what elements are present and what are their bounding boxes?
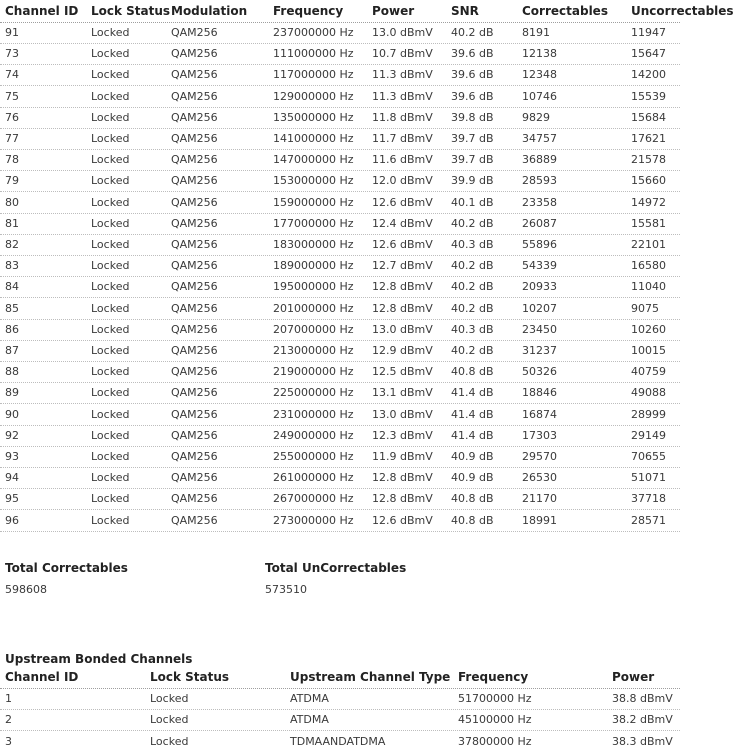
cell-power: 11.3 dBmV <box>372 90 433 103</box>
header-power: Power <box>612 670 655 684</box>
cell-power: 12.0 dBmV <box>372 174 433 187</box>
cell-power: 12.8 dBmV <box>372 492 433 505</box>
cell-correctables: 16874 <box>522 408 557 421</box>
cell-uncorrectables: 11947 <box>631 26 666 39</box>
row-divider <box>0 276 680 277</box>
cell-lock-status: Locked <box>91 302 130 315</box>
row-divider <box>0 149 680 150</box>
row-divider <box>0 191 680 192</box>
cell-lock-status: Locked <box>91 514 130 527</box>
cell-channel-id: 76 <box>5 111 19 124</box>
cell-lock-status: Locked <box>91 450 130 463</box>
cell-modulation: QAM256 <box>171 280 218 293</box>
cell-uncorrectables: 49088 <box>631 386 666 399</box>
cell-correctables: 23358 <box>522 196 557 209</box>
cell-channel-id: 85 <box>5 302 19 315</box>
cell-correctables: 26087 <box>522 217 557 230</box>
cell-lock-status: Locked <box>91 153 130 166</box>
cell-lock-status: Locked <box>91 492 130 505</box>
cell-uncorrectables: 28571 <box>631 514 666 527</box>
cell-snr: 40.3 dB <box>451 238 494 251</box>
cell-modulation: QAM256 <box>171 386 218 399</box>
cell-uncorrectables: 15684 <box>631 111 666 124</box>
cell-uncorrectables: 21578 <box>631 153 666 166</box>
cell-snr: 40.8 dB <box>451 492 494 505</box>
cell-modulation: QAM256 <box>171 68 218 81</box>
cell-modulation: QAM256 <box>171 90 218 103</box>
cell-channel-id: 79 <box>5 174 19 187</box>
header-frequency: Frequency <box>458 670 529 684</box>
cell-snr: 40.2 dB <box>451 217 494 230</box>
cell-power: 11.9 dBmV <box>372 450 433 463</box>
cell-modulation: QAM256 <box>171 111 218 124</box>
row-divider <box>0 730 680 731</box>
cell-frequency: 237000000 Hz <box>273 26 354 39</box>
cell-uncorrectables: 15539 <box>631 90 666 103</box>
cell-uncorrectables: 28999 <box>631 408 666 421</box>
cell-snr: 40.2 dB <box>451 26 494 39</box>
cell-channel-id: 87 <box>5 344 19 357</box>
cell-channel-id: 93 <box>5 450 19 463</box>
cell-modulation: QAM256 <box>171 514 218 527</box>
cell-uncorrectables: 40759 <box>631 365 666 378</box>
cell-lock-status: Locked <box>91 68 130 81</box>
cell-power: 12.5 dBmV <box>372 365 433 378</box>
cell-correctables: 10746 <box>522 90 557 103</box>
cell-snr: 39.8 dB <box>451 111 494 124</box>
cell-frequency: 51700000 Hz <box>458 692 532 705</box>
cell-snr: 40.2 dB <box>451 302 494 315</box>
cell-channel-id: 88 <box>5 365 19 378</box>
cell-modulation: QAM256 <box>171 365 218 378</box>
cell-lock-status: Locked <box>150 713 189 726</box>
cell-snr: 39.7 dB <box>451 132 494 145</box>
cell-channel-id: 81 <box>5 217 19 230</box>
cell-lock-status: Locked <box>91 408 130 421</box>
cell-uncorrectables: 37718 <box>631 492 666 505</box>
cell-power: 12.4 dBmV <box>372 217 433 230</box>
cell-frequency: 207000000 Hz <box>273 323 354 336</box>
row-divider <box>0 488 680 489</box>
cell-channel-id: 2 <box>5 713 12 726</box>
cell-channel-id: 82 <box>5 238 19 251</box>
cell-correctables: 18991 <box>522 514 557 527</box>
cell-power: 12.3 dBmV <box>372 429 433 442</box>
cell-frequency: 117000000 Hz <box>273 68 354 81</box>
cell-uncorrectables: 11040 <box>631 280 666 293</box>
cell-lock-status: Locked <box>91 365 130 378</box>
cell-correctables: 28593 <box>522 174 557 187</box>
cell-power: 11.7 dBmV <box>372 132 433 145</box>
cell-frequency: 231000000 Hz <box>273 408 354 421</box>
cell-power: 12.8 dBmV <box>372 471 433 484</box>
row-divider <box>0 403 680 404</box>
cell-frequency: 177000000 Hz <box>273 217 354 230</box>
row-divider <box>0 128 680 129</box>
cell-lock-status: Locked <box>91 174 130 187</box>
cell-modulation: QAM256 <box>171 408 218 421</box>
row-divider <box>0 85 680 86</box>
header-modulation: Modulation <box>171 4 248 18</box>
cell-uncorrectables: 70655 <box>631 450 666 463</box>
cell-channel-id: 78 <box>5 153 19 166</box>
cell-power: 38.2 dBmV <box>612 713 673 726</box>
header-channel-id: Channel ID <box>5 4 79 18</box>
cell-snr: 40.1 dB <box>451 196 494 209</box>
cell-uncorrectables: 15647 <box>631 47 666 60</box>
cell-modulation: QAM256 <box>171 492 218 505</box>
cell-uncorrectables: 22101 <box>631 238 666 251</box>
cell-modulation: QAM256 <box>171 302 218 315</box>
cell-frequency: 37800000 Hz <box>458 735 532 748</box>
cell-snr: 41.4 dB <box>451 408 494 421</box>
row-divider <box>0 340 680 341</box>
cell-channel-id: 3 <box>5 735 12 748</box>
cell-frequency: 225000000 Hz <box>273 386 354 399</box>
cell-uncorrectables: 51071 <box>631 471 666 484</box>
cell-lock-status: Locked <box>91 259 130 272</box>
header-channel-id: Channel ID <box>5 670 79 684</box>
row-divider <box>0 361 680 362</box>
cell-correctables: 18846 <box>522 386 557 399</box>
cell-channel-id: 80 <box>5 196 19 209</box>
cell-channel-id: 75 <box>5 90 19 103</box>
total-uncorrectables-value: 573510 <box>265 583 307 596</box>
cell-uncorrectables: 14972 <box>631 196 666 209</box>
cell-frequency: 183000000 Hz <box>273 238 354 251</box>
cell-frequency: 213000000 Hz <box>273 344 354 357</box>
cell-uncorrectables: 15581 <box>631 217 666 230</box>
cell-lock-status: Locked <box>91 471 130 484</box>
cell-lock-status: Locked <box>91 238 130 251</box>
cell-frequency: 267000000 Hz <box>273 492 354 505</box>
cell-frequency: 249000000 Hz <box>273 429 354 442</box>
cell-uncorrectables: 15660 <box>631 174 666 187</box>
cell-power: 12.6 dBmV <box>372 514 433 527</box>
cell-channel-id: 94 <box>5 471 19 484</box>
cell-power: 11.3 dBmV <box>372 68 433 81</box>
row-divider <box>0 509 680 510</box>
cell-channel-id: 90 <box>5 408 19 421</box>
cell-channel-type: TDMAANDATDMA <box>290 735 386 748</box>
header-snr: SNR <box>451 4 479 18</box>
cell-channel-id: 1 <box>5 692 12 705</box>
cell-channel-id: 92 <box>5 429 19 442</box>
cell-correctables: 54339 <box>522 259 557 272</box>
cell-frequency: 255000000 Hz <box>273 450 354 463</box>
cell-modulation: QAM256 <box>171 47 218 60</box>
cell-modulation: QAM256 <box>171 471 218 484</box>
cell-frequency: 147000000 Hz <box>273 153 354 166</box>
cell-frequency: 189000000 Hz <box>273 259 354 272</box>
cell-lock-status: Locked <box>91 386 130 399</box>
cell-modulation: QAM256 <box>171 26 218 39</box>
cell-channel-id: 86 <box>5 323 19 336</box>
header-frequency: Frequency <box>273 4 344 18</box>
cell-uncorrectables: 14200 <box>631 68 666 81</box>
header-lock-status: Lock Status <box>91 4 171 18</box>
cell-frequency: 261000000 Hz <box>273 471 354 484</box>
cell-snr: 40.9 dB <box>451 450 494 463</box>
cell-power: 12.6 dBmV <box>372 196 433 209</box>
header-lock-status: Lock Status <box>150 670 230 684</box>
row-divider <box>0 531 680 532</box>
cell-channel-id: 96 <box>5 514 19 527</box>
cell-channel-id: 95 <box>5 492 19 505</box>
cell-modulation: QAM256 <box>171 450 218 463</box>
cell-correctables: 29570 <box>522 450 557 463</box>
row-divider <box>0 446 680 447</box>
row-divider <box>0 467 680 468</box>
cell-snr: 39.9 dB <box>451 174 494 187</box>
row-divider <box>0 107 680 108</box>
row-divider <box>0 297 680 298</box>
cell-correctables: 12138 <box>522 47 557 60</box>
cell-frequency: 219000000 Hz <box>273 365 354 378</box>
row-divider <box>0 234 680 235</box>
cell-channel-id: 83 <box>5 259 19 272</box>
cell-lock-status: Locked <box>150 735 189 748</box>
cell-lock-status: Locked <box>91 323 130 336</box>
cell-power: 13.1 dBmV <box>372 386 433 399</box>
header-power: Power <box>372 4 415 18</box>
cell-modulation: QAM256 <box>171 259 218 272</box>
cell-power: 38.8 dBmV <box>612 692 673 705</box>
cell-channel-id: 74 <box>5 68 19 81</box>
cell-correctables: 50326 <box>522 365 557 378</box>
cell-snr: 39.6 dB <box>451 68 494 81</box>
cell-modulation: QAM256 <box>171 323 218 336</box>
cell-correctables: 21170 <box>522 492 557 505</box>
header-uncorrectables: Uncorrectables <box>631 4 734 18</box>
cell-channel-id: 91 <box>5 26 19 39</box>
cell-channel-id: 77 <box>5 132 19 145</box>
cell-lock-status: Locked <box>91 217 130 230</box>
cell-lock-status: Locked <box>91 344 130 357</box>
cell-snr: 40.2 dB <box>451 344 494 357</box>
cell-frequency: 195000000 Hz <box>273 280 354 293</box>
cell-lock-status: Locked <box>91 111 130 124</box>
row-divider <box>0 43 680 44</box>
row-divider <box>0 319 680 320</box>
total-correctables-label: Total Correctables <box>5 561 128 575</box>
cell-power: 12.8 dBmV <box>372 302 433 315</box>
cell-correctables: 26530 <box>522 471 557 484</box>
cell-power: 12.8 dBmV <box>372 280 433 293</box>
cell-modulation: QAM256 <box>171 238 218 251</box>
cell-lock-status: Locked <box>91 280 130 293</box>
cell-frequency: 111000000 Hz <box>273 47 354 60</box>
cell-snr: 39.6 dB <box>451 47 494 60</box>
cell-correctables: 17303 <box>522 429 557 442</box>
cell-frequency: 159000000 Hz <box>273 196 354 209</box>
cell-power: 13.0 dBmV <box>372 323 433 336</box>
cell-frequency: 141000000 Hz <box>273 132 354 145</box>
cell-frequency: 129000000 Hz <box>273 90 354 103</box>
cell-frequency: 45100000 Hz <box>458 713 532 726</box>
cell-correctables: 55896 <box>522 238 557 251</box>
cell-power: 12.7 dBmV <box>372 259 433 272</box>
cell-power: 11.8 dBmV <box>372 111 433 124</box>
cell-power: 12.6 dBmV <box>372 238 433 251</box>
cell-power: 38.3 dBmV <box>612 735 673 748</box>
cell-correctables: 8191 <box>522 26 550 39</box>
cell-uncorrectables: 16580 <box>631 259 666 272</box>
cell-uncorrectables: 17621 <box>631 132 666 145</box>
row-divider <box>0 382 680 383</box>
cell-snr: 40.2 dB <box>451 259 494 272</box>
row-divider <box>0 255 680 256</box>
cell-uncorrectables: 10015 <box>631 344 666 357</box>
row-divider <box>0 64 680 65</box>
cell-snr: 40.9 dB <box>451 471 494 484</box>
cell-modulation: QAM256 <box>171 344 218 357</box>
cell-snr: 40.8 dB <box>451 514 494 527</box>
cell-correctables: 9829 <box>522 111 550 124</box>
cell-correctables: 10207 <box>522 302 557 315</box>
cell-frequency: 201000000 Hz <box>273 302 354 315</box>
cell-modulation: QAM256 <box>171 153 218 166</box>
cell-frequency: 153000000 Hz <box>273 174 354 187</box>
cell-modulation: QAM256 <box>171 217 218 230</box>
cell-power: 10.7 dBmV <box>372 47 433 60</box>
cell-lock-status: Locked <box>91 47 130 60</box>
cell-lock-status: Locked <box>91 196 130 209</box>
cell-power: 13.0 dBmV <box>372 408 433 421</box>
cell-snr: 39.7 dB <box>451 153 494 166</box>
cell-correctables: 20933 <box>522 280 557 293</box>
cell-modulation: QAM256 <box>171 429 218 442</box>
row-divider <box>0 213 680 214</box>
cell-correctables: 12348 <box>522 68 557 81</box>
cell-lock-status: Locked <box>91 429 130 442</box>
row-divider <box>0 425 680 426</box>
cell-snr: 39.6 dB <box>451 90 494 103</box>
cell-modulation: QAM256 <box>171 196 218 209</box>
cell-channel-id: 84 <box>5 280 19 293</box>
cell-lock-status: Locked <box>91 26 130 39</box>
cell-correctables: 31237 <box>522 344 557 357</box>
cell-uncorrectables: 29149 <box>631 429 666 442</box>
header-divider <box>0 688 680 689</box>
cell-frequency: 135000000 Hz <box>273 111 354 124</box>
total-uncorrectables-label: Total UnCorrectables <box>265 561 407 575</box>
cell-snr: 41.4 dB <box>451 386 494 399</box>
cell-channel-id: 89 <box>5 386 19 399</box>
row-divider <box>0 170 680 171</box>
cell-uncorrectables: 9075 <box>631 302 659 315</box>
cell-correctables: 36889 <box>522 153 557 166</box>
header-correctables: Correctables <box>522 4 608 18</box>
cell-correctables: 23450 <box>522 323 557 336</box>
cell-channel-type: ATDMA <box>290 692 329 705</box>
cell-channel-id: 73 <box>5 47 19 60</box>
header-channel-type: Upstream Channel Type <box>290 670 451 684</box>
upstream-title: Upstream Bonded Channels <box>5 652 193 666</box>
cell-snr: 40.2 dB <box>451 280 494 293</box>
cell-power: 13.0 dBmV <box>372 26 433 39</box>
cell-modulation: QAM256 <box>171 174 218 187</box>
cell-modulation: QAM256 <box>171 132 218 145</box>
cell-correctables: 34757 <box>522 132 557 145</box>
cell-lock-status: Locked <box>150 692 189 705</box>
row-divider <box>0 709 680 710</box>
cell-power: 11.6 dBmV <box>372 153 433 166</box>
cell-power: 12.9 dBmV <box>372 344 433 357</box>
total-correctables-value: 598608 <box>5 583 47 596</box>
cell-snr: 40.8 dB <box>451 365 494 378</box>
cell-lock-status: Locked <box>91 132 130 145</box>
header-divider <box>0 22 680 23</box>
cell-frequency: 273000000 Hz <box>273 514 354 527</box>
cell-snr: 41.4 dB <box>451 429 494 442</box>
cell-lock-status: Locked <box>91 90 130 103</box>
cell-snr: 40.3 dB <box>451 323 494 336</box>
cell-uncorrectables: 10260 <box>631 323 666 336</box>
cell-channel-type: ATDMA <box>290 713 329 726</box>
